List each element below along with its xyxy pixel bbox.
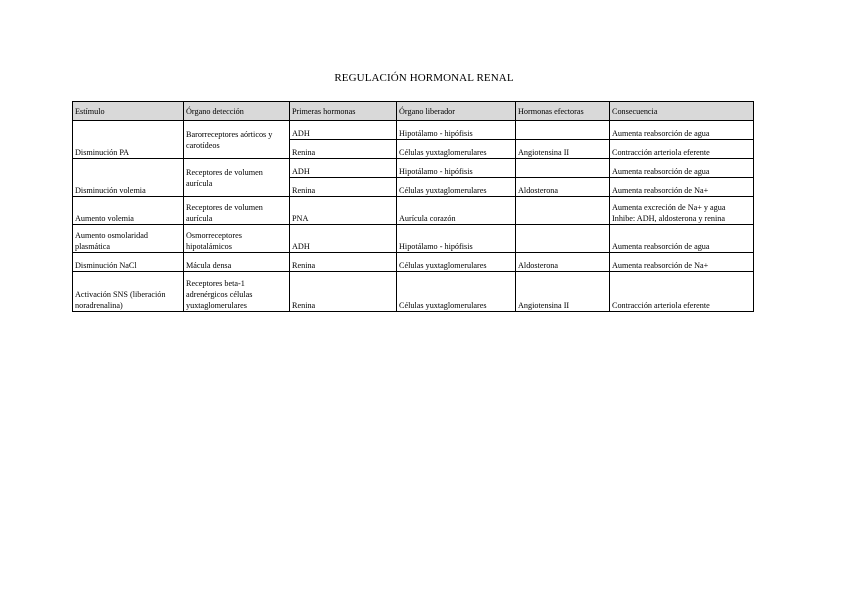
cell-consecuencia: Contracción arteriola eferente — [610, 140, 754, 159]
header-organo-deteccion: Órgano detección — [184, 102, 290, 121]
cell-organo: Receptores de volumen aurícula — [184, 197, 290, 225]
cell-hormona: Renina — [290, 178, 397, 197]
cell-organo: Receptores de volumen aurícula — [184, 159, 290, 197]
cell-organo: Osmorreceptores hipotalámicos — [184, 225, 290, 253]
cell-hormona: PNA — [290, 197, 397, 225]
cell-estimulo: Activación SNS (liberación noradrenalina) — [73, 272, 184, 312]
consecuencia-line-1: Aumenta excreción de Na+ y agua — [612, 203, 726, 212]
cell-estimulo: Aumento volemia — [73, 197, 184, 225]
header-estimulo: Estímulo — [73, 102, 184, 121]
cell-hormona: ADH — [290, 159, 397, 178]
cell-hormona: Renina — [290, 272, 397, 312]
cell-estimulo: Disminución NaCl — [73, 253, 184, 272]
hormone-regulation-table — [72, 101, 754, 312]
header-row — [73, 102, 754, 121]
table-row — [73, 121, 754, 140]
cell-consecuencia: Aumenta reabsorción de agua — [610, 159, 754, 178]
table-row — [73, 272, 754, 312]
consecuencia-line-2: Inhibe: ADH, aldosterona y renina — [612, 214, 726, 223]
cell-hormona: ADH — [290, 225, 397, 253]
cell-liberador: Células yuxtaglomerulares — [397, 178, 516, 197]
cell-hormona: ADH — [290, 121, 397, 140]
cell-liberador: Aurícula corazón — [397, 197, 516, 225]
cell-consecuencia: Aumenta reabsorción de Na+ — [610, 253, 754, 272]
cell-estimulo: Disminución PA — [73, 121, 184, 159]
header-primeras-hormonas: Primeras hormonas — [290, 102, 397, 121]
cell-liberador: Células yuxtaglomerulares — [397, 253, 516, 272]
cell-efectora: Aldosterona — [516, 178, 610, 197]
cell-efectora — [516, 121, 610, 140]
cell-organo: Receptores beta-1 adrenérgicos células yuxtaglomerulares — [184, 272, 290, 312]
page-title: REGULACIÓN HORMONAL RENAL — [334, 72, 514, 84]
cell-liberador: Hipotálamo - hipófisis — [397, 225, 516, 253]
cell-efectora: Angiotensina II — [516, 272, 610, 312]
cell-consecuencia: Contracción arteriola eferente — [610, 272, 754, 312]
table-row — [73, 253, 754, 272]
header-hormonas-efectoras: Hormonas efectoras — [516, 102, 610, 121]
cell-liberador: Hipotálamo - hipófisis — [397, 121, 516, 140]
cell-estimulo: Aumento osmolaridad plasmática — [73, 225, 184, 253]
cell-efectora: Angiotensina II — [516, 140, 610, 159]
table-row — [73, 159, 754, 178]
header-organo-liberador: Órgano liberador — [397, 102, 516, 121]
cell-hormona: Renina — [290, 140, 397, 159]
table-row — [73, 197, 754, 225]
cell-liberador: Células yuxtaglomerulares — [397, 272, 516, 312]
cell-consecuencia: Aumenta reabsorción de Na+ — [610, 178, 754, 197]
cell-efectora: Aldosterona — [516, 253, 610, 272]
cell-efectora — [516, 159, 610, 178]
header-consecuencia: Consecuencia — [610, 102, 754, 121]
cell-consecuencia — [610, 197, 754, 225]
cell-consecuencia: Aumenta reabsorción de agua — [610, 121, 754, 140]
cell-organo: Barorreceptores aórticos y carotídeos — [184, 121, 290, 159]
cell-liberador: Hipotálamo - hipófisis — [397, 159, 516, 178]
cell-organo: Mácula densa — [184, 253, 290, 272]
cell-efectora — [516, 225, 610, 253]
cell-consecuencia: Aumenta reabsorción de agua — [610, 225, 754, 253]
cell-hormona: Renina — [290, 253, 397, 272]
cell-estimulo: Disminución volemia — [73, 159, 184, 197]
cell-liberador: Células yuxtaglomerulares — [397, 140, 516, 159]
table-row — [73, 225, 754, 253]
cell-efectora — [516, 197, 610, 225]
